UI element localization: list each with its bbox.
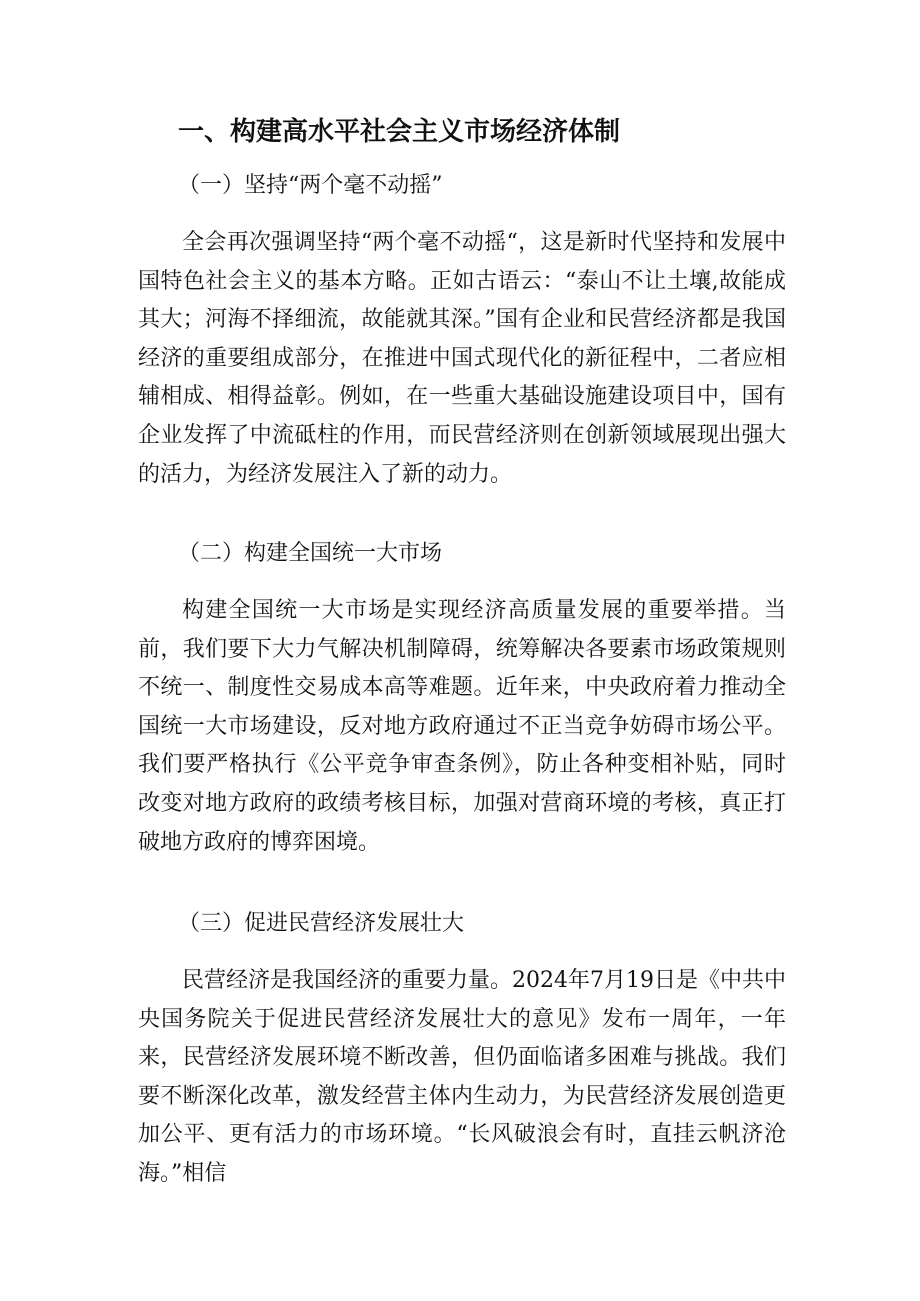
paragraph-2: 构建全国统一大市场是实现经济高质量发展的重要举措。当前，我们要下大力气解决机制障碍，统筹解决各要素市场政策规则不统一、制度性交易成本高等难题。近年来，中央政府着力推动全国统一大市场建设，反对地方政府通过不正当竞争妨碍市场公平。我们要严格执行《公平竞争审查条例》，防止各种变相补贴，同时改变对地方政府的政绩考核目标，加强对营商环境的考核，真正打破地方政府的博弈困境。 (138, 598, 786, 855)
subsection-heading-1: （一）坚持“两个毫不动摇” (178, 173, 443, 198)
paragraph-1: 全会再次强调坚持“两个毫不动摇“，这是新时代坚持和发展中国特色社会主义的基本方略。正如古语云：“泰山不让土壤,故能成其大；河海不择细流，故能就其深。”国有企业和民营经济都是我国经济的重要组成部分，在推进中国式现代化的新征程中，二者应相辅相成、相得益彰。例如，在一些重大基础设施建设项目中，国有企业发挥了中流砥柱的作用，而民营经济则在创新领域展现出强大的活力，为经济发展注入了新的动力。 (138, 230, 786, 487)
section-title: 一、构建高水平社会主义市场经济体制 (178, 117, 621, 147)
subsection-heading-3: （三）促进民营经济发展壮大 (178, 911, 465, 936)
paragraph-3: 民营经济是我国经济的重要力量。2024年7月19日是《中共中央国务院关于促进民营经济发展壮大的意见》发布一周年，一年来，民营经济发展环境不断改善，但仍面临诸多困难与挑战。我们要不断深化改革，激发经营主体内生动力，为民营经济发展创造更加公平、更有活力的市场环境。“长风破浪会有时，直挂云帆济沧海。”相信 (138, 968, 786, 1186)
subsection-heading-2: （二）构建全国统一大市场 (178, 541, 443, 566)
